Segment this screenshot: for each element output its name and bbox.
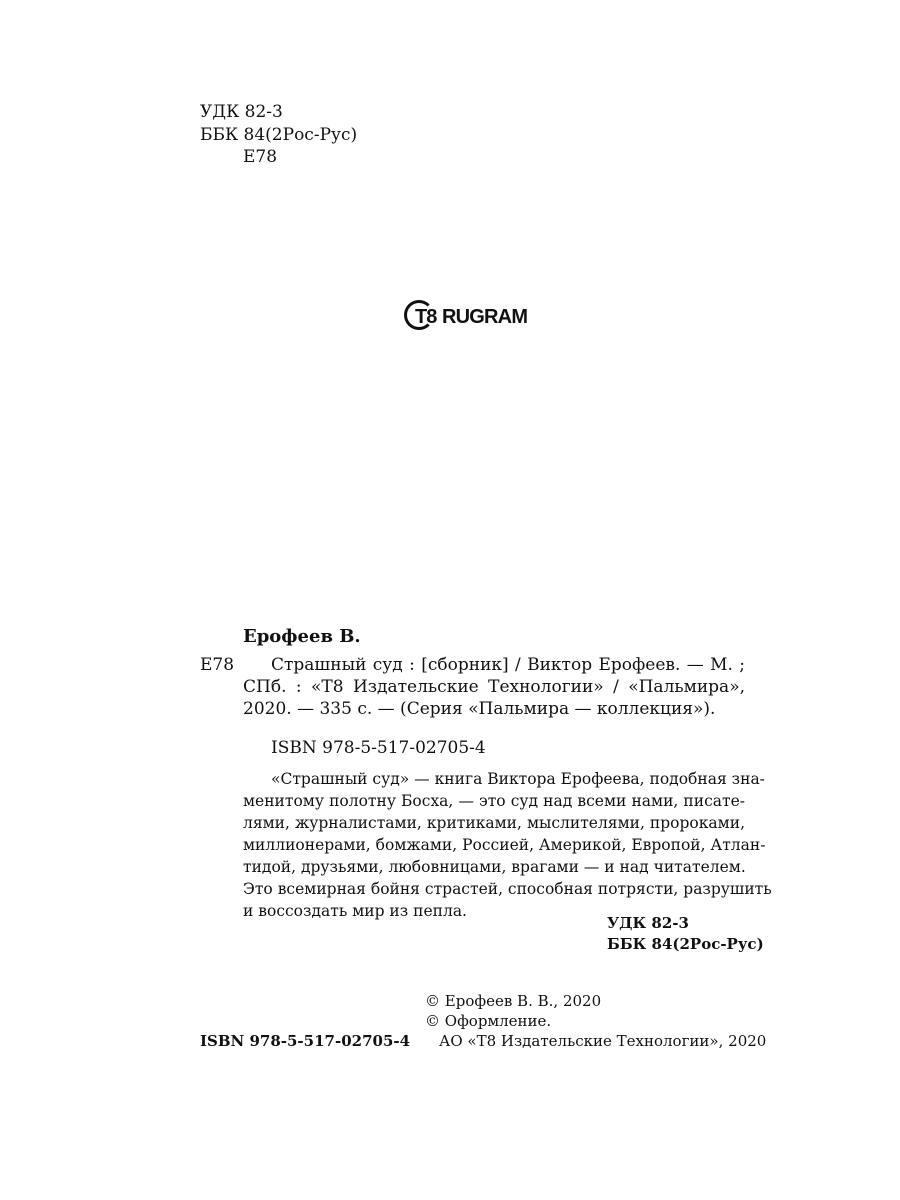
annotation-line: лями, журналистами, критиками, мыслителями, пророками, (243, 814, 745, 832)
bbk-code-top: ББК 84(2Рос-Рус) (200, 125, 358, 145)
entry-line: Страшный суд : [сборник] / Виктор Ерофеев. — М. ; (271, 655, 745, 675)
annotation (243, 768, 772, 922)
author-code-top: Е78 (243, 147, 278, 167)
bbk-code-bottom: ББК 84(2Рос-Рус) (607, 935, 764, 953)
author-heading: Ерофеев В. (243, 626, 361, 647)
isbn-footer: ISBN 978-5-517-02705-4 (200, 1032, 411, 1050)
annotation-line: тидой, друзьями, любовницами, врагами — и над читателем. (243, 858, 746, 876)
udk-code-top: УДК 82-3 (200, 102, 283, 122)
copyright-design: © Оформление. (425, 1012, 552, 1030)
copyright-author: © Ерофеев В. В., 2020 (425, 992, 602, 1010)
udk-code-bottom: УДК 82-3 (607, 914, 689, 932)
author-code: Е78 (200, 655, 235, 675)
isbn-line: ISBN 978-5-517-02705-4 (271, 738, 486, 758)
entry-line: СПб. : «Т8 Издательские Технологии» / «Пальмира», (243, 677, 745, 697)
copyright-publisher: АО «Т8 Издательские Технологии», 2020 (439, 1032, 767, 1050)
bibliographic-entry (243, 654, 745, 720)
logo-wordmark: RUGRAM (442, 306, 528, 328)
entry-line: 2020. — 335 с. — (Серия «Пальмира — коллекция»). (243, 699, 716, 719)
annotation-line: миллионерами, бомжами, Россией, Америкой, Европой, Атлан- (243, 836, 766, 854)
annotation-line: «Страшный суд» — книга Виктора Ерофеева, подобная зна- (271, 770, 765, 788)
annotation-line: менитому полотну Босха, — это суд над всеми нами, писате- (243, 792, 745, 810)
logo-mark: T8 (415, 306, 437, 328)
publisher-logo (404, 298, 544, 340)
annotation-line: Это всемирная бойня страстей, способная потрясти, разрушить (243, 880, 772, 898)
annotation-line: и воссоздать мир из пепла. (243, 902, 467, 920)
